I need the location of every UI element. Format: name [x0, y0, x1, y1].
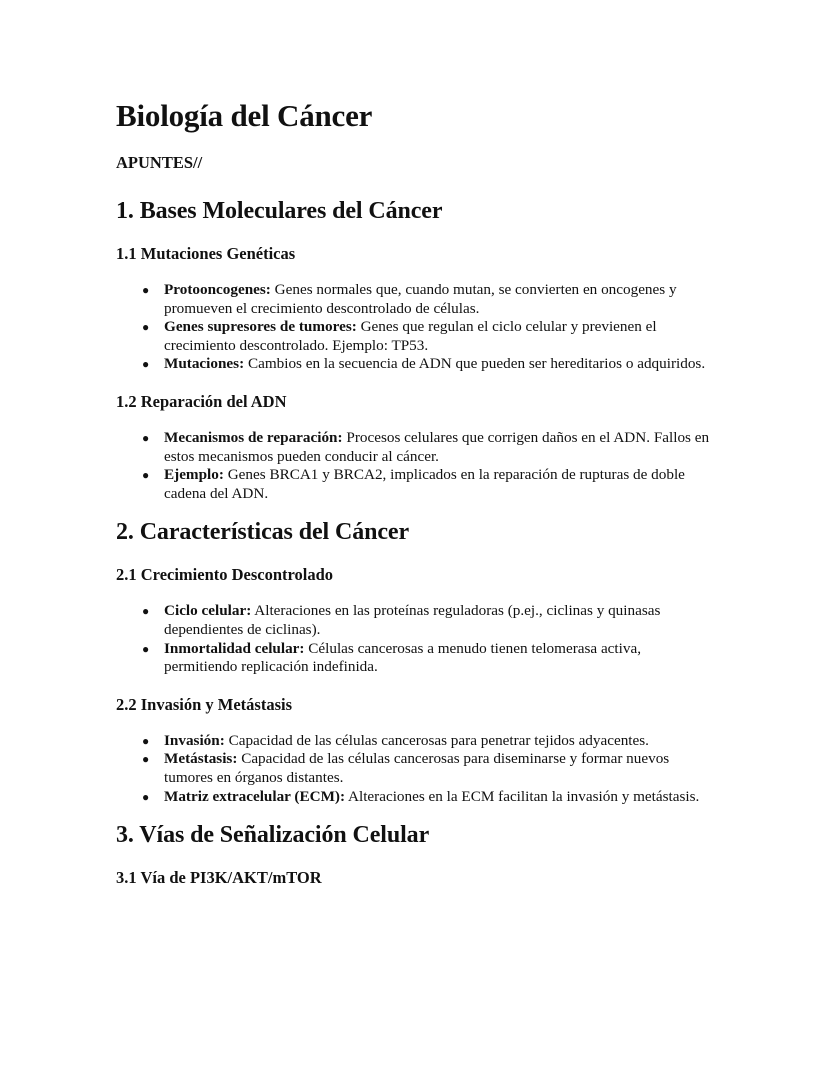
list-item-term: Genes supresores de tumores: [164, 318, 357, 336]
bullet-icon: ● [142, 320, 150, 335]
list-item-text: Capacidad de las células cancerosas para penetrar tejidos adyacentes. [224, 731, 649, 749]
list-item-text: Procesos celulares que corrigen daños en el ADN. Fallos en estos mecanismos pueden conducir al cáncer. [164, 428, 710, 465]
bullet-list-invasion [116, 732, 716, 806]
document-subtitle: APUNTES// [116, 153, 203, 172]
section-heading-caracteristicas: 2. Características del Cáncer [116, 519, 409, 546]
list-item-text: Alteraciones en la ECM facilitan la invasión y metástasis. [345, 787, 700, 805]
list-item-text: Genes que regulan el ciclo celular y previenen el crecimiento descontrolado. Ejemplo: TP53. [164, 318, 657, 354]
list-item [142, 750, 716, 787]
list-item-term: Ejemplo: [164, 466, 224, 484]
list-item-term: Invasión: [164, 731, 225, 749]
section-heading-bases-moleculares: 1. Bases Moleculares del Cáncer [116, 198, 443, 224]
list-item [142, 466, 716, 503]
list-item [142, 639, 716, 677]
list-item-text: Genes normales que, cuando mutan, se convierten en oncogenes y promueven el crecimiento descontrolado de células. [164, 281, 677, 317]
list-item-text: Capacidad de las células cancerosas para diseminarse y formar nuevos tumores en órganos distantes. [164, 750, 670, 786]
list-item-term: Ciclo celular: [164, 602, 252, 620]
list-item-text: Células cancerosas a menudo tienen telomerasa activa, permitiendo replicación indefinida. [164, 639, 641, 676]
list-item-term: Protooncogenes: [164, 281, 271, 298]
list-item [142, 731, 716, 751]
subsection-heading-reparacion-adn: 1.2 Reparación del ADN [116, 391, 287, 411]
bullet-icon: ● [142, 468, 150, 483]
bullet-icon: ● [142, 789, 150, 804]
subsection-heading-mutaciones-geneticas: 1.1 Mutaciones Genéticas [116, 244, 296, 263]
bullet-icon: ● [142, 604, 150, 619]
list-item-term: Inmortalidad celular: [164, 639, 305, 657]
bullet-icon: ● [142, 283, 150, 297]
section-heading-vias-senalizacion: 3. Vías de Señalización Celular [116, 822, 430, 849]
bullet-list-crecimiento [116, 602, 716, 676]
bullet-icon: ● [142, 430, 150, 445]
list-item-text: Genes BRCA1 y BRCA2, implicados en la reparación de rupturas de doble cadena del ADN. [164, 466, 685, 502]
bullet-list-reparacion [116, 429, 716, 503]
list-item-text: Cambios en la secuencia de ADN que pueden ser hereditarios o adquiridos. [244, 355, 706, 373]
subsection-heading-crecimiento: 2.1 Crecimiento Descontrolado [116, 565, 334, 585]
list-item-term: Mutaciones: [164, 355, 245, 373]
list-item [142, 428, 716, 466]
bullet-list-mutaciones [116, 281, 716, 374]
document-title: Biología del Cáncer [116, 98, 373, 133]
list-item [142, 602, 716, 639]
list-item [142, 318, 716, 355]
bullet-icon: ● [142, 641, 150, 656]
bullet-icon: ● [142, 357, 150, 372]
list-item-term: Metástasis: [164, 750, 238, 768]
list-item-term: Matriz extracelular (ECM): [164, 787, 346, 805]
list-item-text: Alteraciones en las proteínas reguladoras (p.ej., ciclinas y quinasas dependientes de ciclinas). [164, 602, 661, 638]
document-page [116, 96, 716, 889]
list-item-term: Mecanismos de reparación: [164, 428, 343, 446]
list-item [142, 787, 716, 807]
bullet-icon: ● [142, 733, 150, 748]
bullet-icon: ● [142, 752, 150, 767]
list-item [142, 355, 716, 374]
subsection-heading-invasion: 2.2 Invasión y Metástasis [116, 694, 293, 714]
subsection-heading-pi3k-akt-mtor: 3.1 Vía de PI3K/AKT/mTOR [116, 868, 322, 888]
list-item [142, 281, 716, 318]
